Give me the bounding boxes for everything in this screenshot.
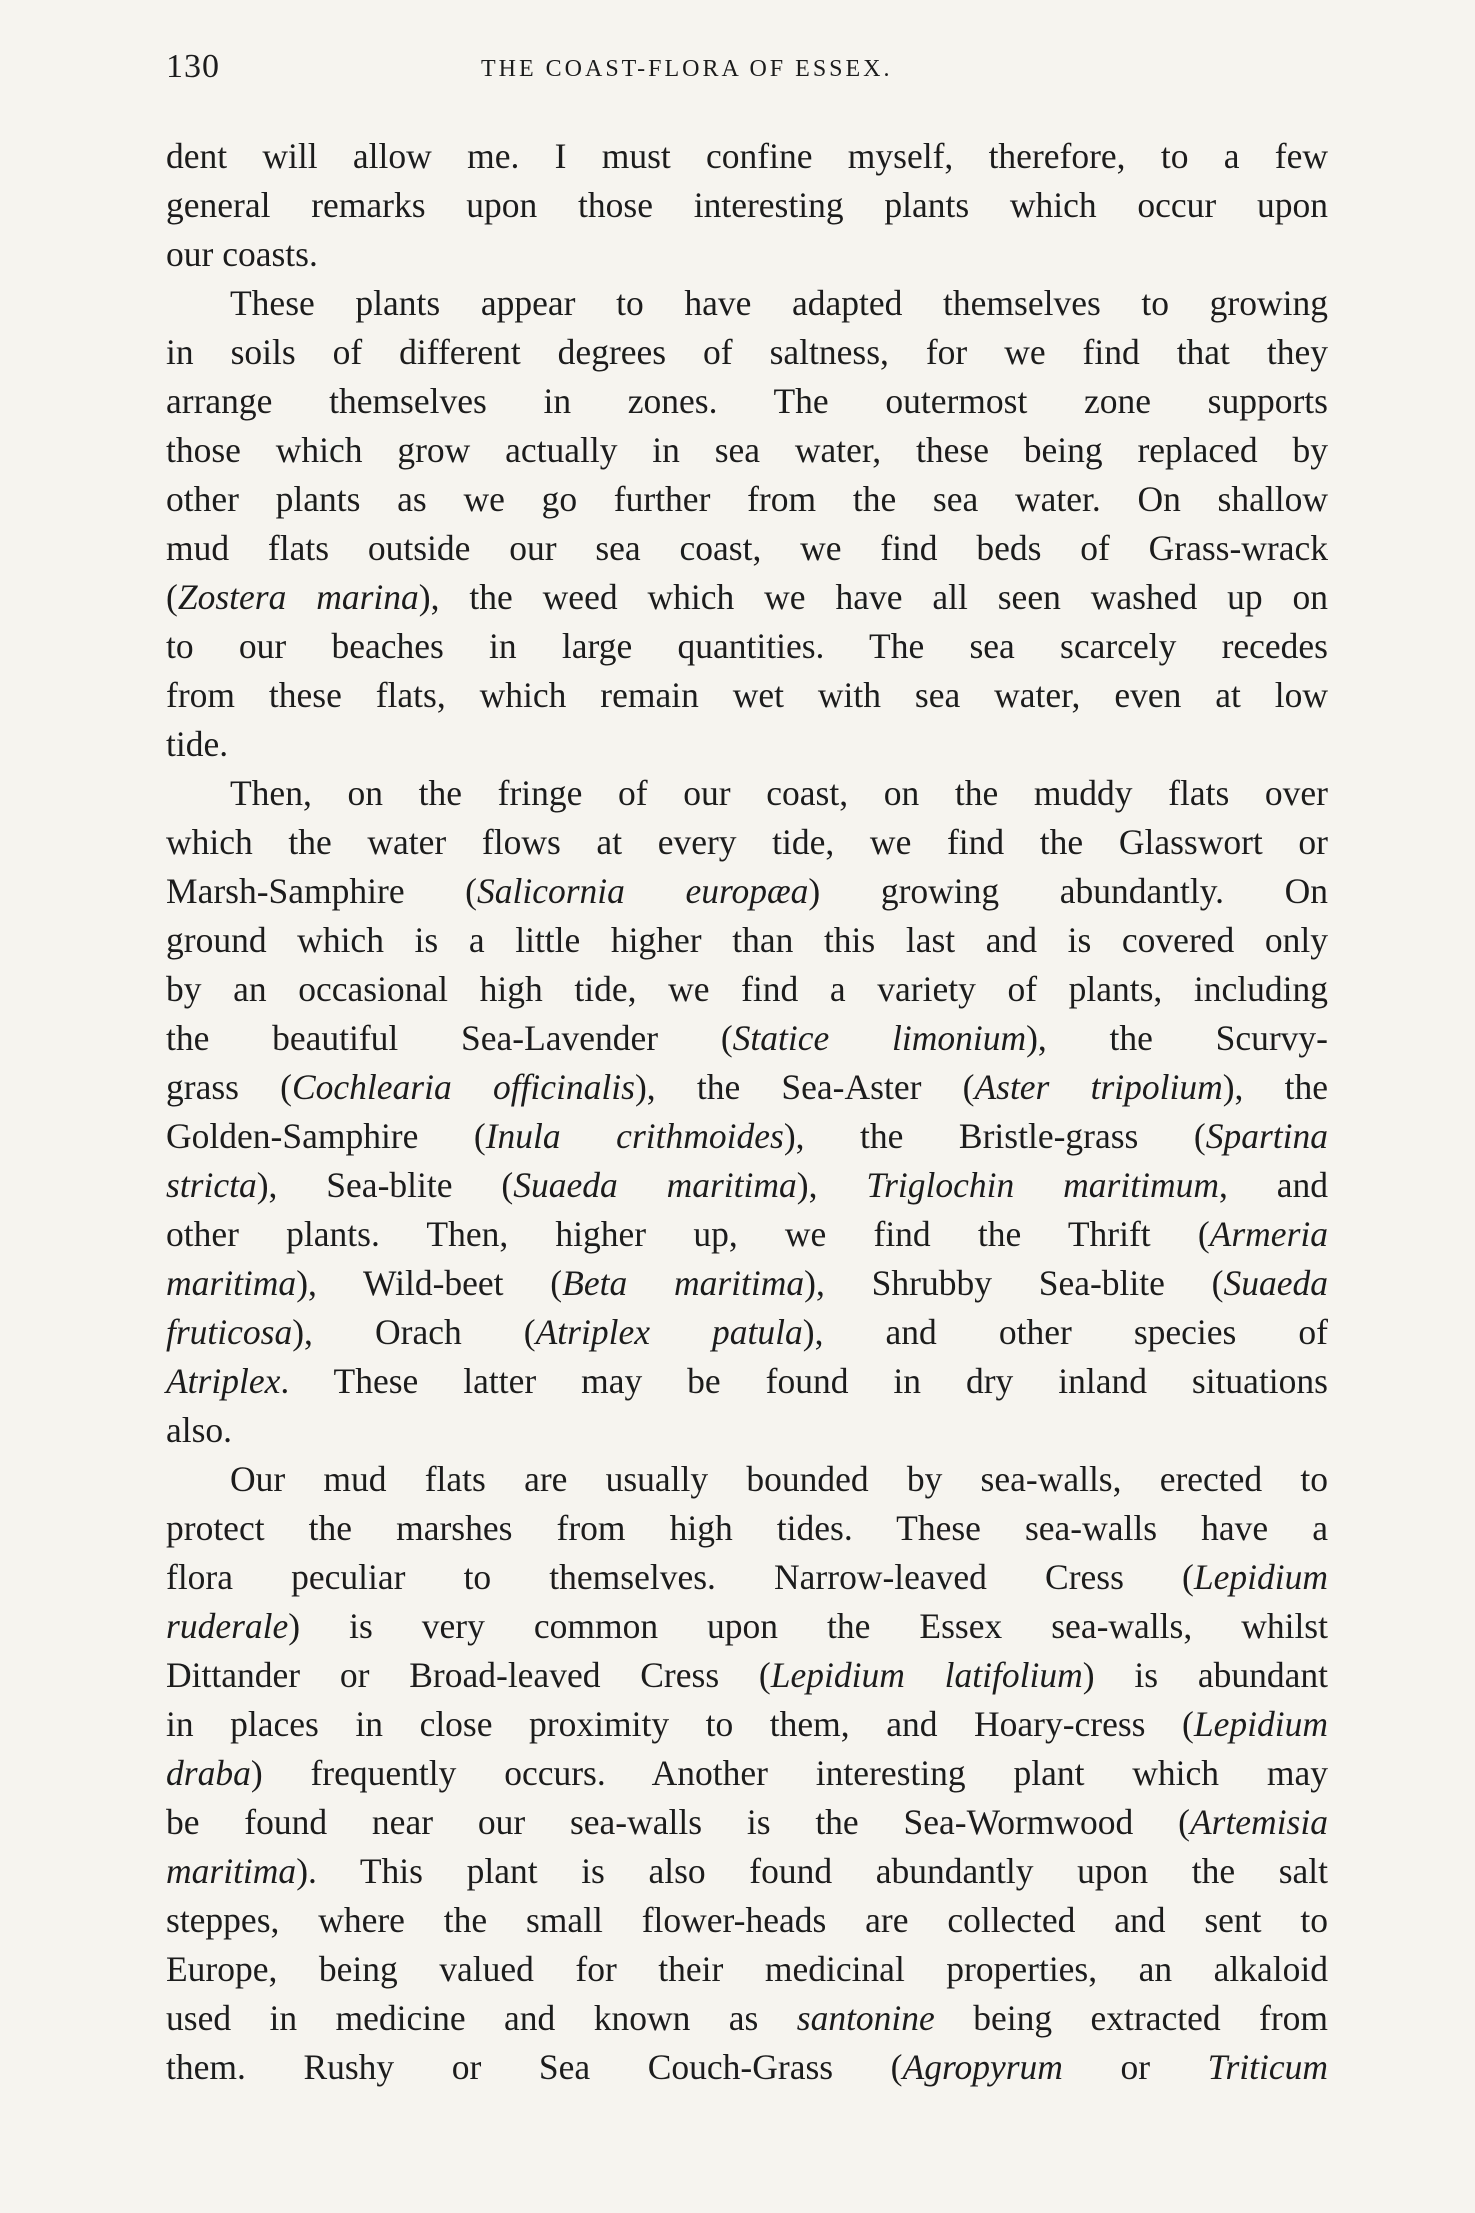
text-line: used in medicine and known as santonine being extracted from [166,1998,1329,2038]
text-line: (Zostera marina), the weed which we have all seen washed up on [166,577,1329,617]
text-line: our coasts. [166,234,318,274]
text-line: be found near our sea-walls is the Sea-Wormwood (Artemisia [166,1802,1328,1842]
text-line: Atriplex. These latter may be found in dry inland situations [166,1361,1328,1401]
text-line: to our beaches in large quantities. The sea scarcely recedes [166,626,1328,666]
text-line: draba) frequently occurs. Another interesting plant which may [166,1753,1328,1793]
text-line: general remarks upon those interesting plants which occur upon [166,185,1328,225]
text-line: steppes, where the small flower-heads are collected and sent to [166,1900,1328,1940]
text-line: the beautiful Sea-Lavender (Statice limonium), the Scurvy- [166,1018,1328,1058]
body-text [166,132,1328,2092]
text-line: which the water flows at every tide, we find the Glasswort or [166,822,1328,862]
text-line: other plants. Then, higher up, we find the Thrift (Armeria [166,1214,1328,1254]
text-line: by an occasional high tide, we find a variety of plants, including [166,969,1328,1009]
text-line: arrange themselves in zones. The outermost zone supports [166,381,1328,421]
text-line: fruticosa), Orach (Atriplex patula), and other species of [166,1312,1328,1352]
text-line: in places in close proximity to them, and Hoary-cress (Lepidium [166,1704,1328,1744]
page-number: 130 [166,48,220,85]
text-line: maritima). This plant is also found abundantly upon the salt [166,1851,1328,1891]
text-line: dent will allow me. I must confine myself, therefore, to a few [166,136,1328,176]
text-line: ruderale) is very common upon the Essex sea-walls, whilst [166,1606,1328,1646]
text-line: from these flats, which remain wet with sea water, even at low [166,675,1328,715]
text-line: flora peculiar to themselves. Narrow-leaved Cress (Lepidium [166,1557,1328,1597]
running-head [166,48,1326,98]
text-line: grass (Cochlearia officinalis), the Sea-Aster (Aster tripolium), the [166,1067,1329,1107]
text-line: also. [166,1410,233,1450]
text-line: other plants as we go further from the sea water. On shallow [166,479,1328,519]
text-line: protect the marshes from high tides. These sea-walls have a [166,1508,1328,1548]
text-line: ground which is a little higher than this last and is covered only [166,920,1328,960]
text-line: stricta), Sea-blite (Suaeda maritima), Triglochin maritimum, and [166,1165,1328,1205]
running-title: THE COAST-FLORA OF ESSEX. [481,56,893,82]
text-line: them. Rushy or Sea Couch-Grass (Agropyrum or Triticum [166,2047,1328,2087]
text-line: maritima), Wild-beet (Beta maritima), Shrubby Sea-blite (Suaeda [166,1263,1329,1303]
text-line: Dittander or Broad-leaved Cress (Lepidium latifolium) is abundant [166,1655,1328,1695]
text-line: Marsh-Samphire (Salicornia europæa) growing abundantly. On [166,871,1328,911]
text-line: Our mud flats are usually bounded by sea-walls, erected to [230,1459,1328,1499]
text-line: mud flats outside our sea coast, we find beds of Grass-wrack [166,528,1328,568]
text-line: Golden-Samphire (Inula crithmoides), the Bristle-grass (Spartina [166,1116,1328,1156]
text-line: in soils of different degrees of saltness, for we find that they [166,332,1328,372]
text-line: Then, on the fringe of our coast, on the muddy flats over [230,773,1328,813]
text-line: tide. [166,724,229,764]
text-line: Europe, being valued for their medicinal properties, an alkaloid [166,1949,1328,1989]
text-line: those which grow actually in sea water, these being replaced by [166,430,1328,470]
text-line: These plants appear to have adapted themselves to growing [230,283,1328,323]
